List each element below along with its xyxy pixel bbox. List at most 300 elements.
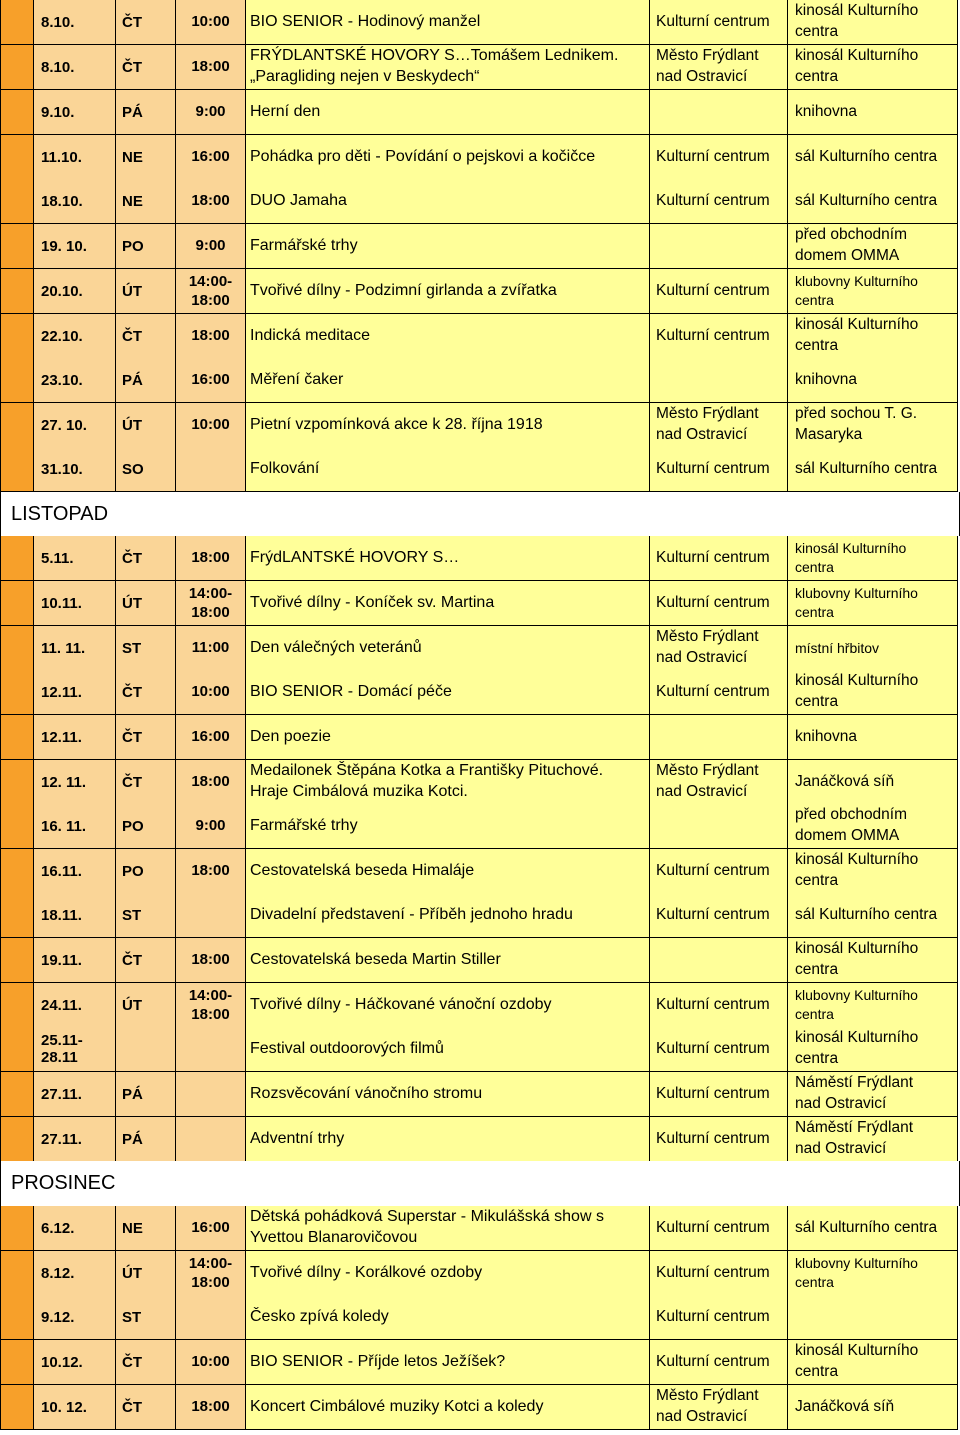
event-title: Cestovatelská beseda Himaláje xyxy=(250,861,475,879)
event-organizer: Kulturní centrum xyxy=(656,1129,770,1147)
event-title: BIO SENIOR - Příjde letos Ježíšek? xyxy=(250,1352,506,1370)
event-title: FrýdLANTSKÉ HOVORY S… xyxy=(250,548,460,566)
event-time: 18:00 xyxy=(191,327,230,345)
event-date-cell xyxy=(34,1027,116,1072)
event-organizer: Kulturní centrum xyxy=(656,1039,770,1057)
event-time-cell xyxy=(176,849,246,894)
event-date: 25.11- 28.11 xyxy=(41,1032,83,1066)
row-marker xyxy=(0,358,34,403)
event-date-cell xyxy=(34,536,116,581)
event-time-cell xyxy=(176,45,246,90)
event-place-cell xyxy=(788,1251,958,1296)
event-day: ČT xyxy=(122,549,142,567)
event-date-cell xyxy=(34,1206,116,1251)
event-place-cell xyxy=(788,447,958,492)
event-date: 27.11. xyxy=(41,1085,82,1103)
event-date: 16.11. xyxy=(41,862,82,880)
event-day-cell xyxy=(116,135,176,180)
event-place: knihovna xyxy=(795,370,858,388)
event-day-cell xyxy=(116,358,176,403)
event-day-cell xyxy=(116,536,176,581)
event-date: 12.11. xyxy=(41,728,82,746)
event-organizer-cell xyxy=(650,358,788,403)
event-date-cell xyxy=(34,269,116,314)
event-organizer-cell xyxy=(650,983,788,1028)
event-title-cell xyxy=(246,179,650,224)
event-day: ST xyxy=(122,1308,142,1326)
event-title-cell xyxy=(246,403,650,448)
event-place-cell xyxy=(788,760,958,805)
event-time-cell xyxy=(176,1117,246,1162)
event-date-cell xyxy=(34,1117,116,1162)
event-title: Adventní trhy xyxy=(250,1129,345,1147)
event-place: kinosál Kulturního centra xyxy=(795,1029,919,1067)
row-marker xyxy=(0,179,34,224)
event-time-cell xyxy=(176,0,246,45)
event-place: klubovny Kulturního centra xyxy=(795,273,918,308)
table-row xyxy=(0,536,960,581)
event-title: Tvořivé dílny - Podzimní girlanda a zvířatka xyxy=(250,281,557,299)
event-date: 5.11. xyxy=(41,549,74,567)
event-place: před obchodním domem OMMA xyxy=(795,806,908,844)
event-day-cell xyxy=(116,849,176,894)
event-day: NE xyxy=(122,192,143,210)
event-title-cell xyxy=(246,581,650,626)
event-place: kinosál Kulturního centra xyxy=(795,851,919,889)
event-organizer-cell xyxy=(650,1206,788,1251)
event-place-cell xyxy=(788,358,958,403)
event-place-cell xyxy=(788,581,958,626)
month-heading-listopad: LISTOPAD xyxy=(0,492,960,536)
table-row xyxy=(0,1340,960,1385)
event-day: ST xyxy=(122,906,142,924)
event-organizer: Kulturní centrum xyxy=(656,147,770,165)
event-time: 14:00- 18:00 xyxy=(188,584,233,621)
row-marker xyxy=(0,715,34,760)
event-day-cell xyxy=(116,1072,176,1117)
event-time-cell xyxy=(176,581,246,626)
table-row xyxy=(0,893,960,938)
event-day: ČT xyxy=(122,728,142,746)
event-day-cell xyxy=(116,90,176,135)
event-date: 8.10. xyxy=(41,58,75,76)
event-day-cell xyxy=(116,1027,176,1072)
event-place-cell xyxy=(788,849,958,894)
event-date-cell xyxy=(34,1295,116,1340)
event-day: ČT xyxy=(122,13,142,31)
table-row xyxy=(0,403,960,448)
event-date: 19.11. xyxy=(41,951,82,969)
event-day-cell xyxy=(116,626,176,671)
event-place: sál Kulturního centra xyxy=(795,191,938,209)
event-organizer-cell xyxy=(650,670,788,715)
event-date-cell xyxy=(34,179,116,224)
event-place-cell xyxy=(788,403,958,448)
event-date: 31.10. xyxy=(41,460,83,478)
table-row xyxy=(0,45,960,90)
event-day: ČT xyxy=(122,1398,142,1416)
event-time-cell xyxy=(176,447,246,492)
event-place: kinosál Kulturního centra xyxy=(795,1342,919,1380)
event-title-cell xyxy=(246,626,650,671)
event-time-cell xyxy=(176,1251,246,1296)
event-organizer: Kulturní centrum xyxy=(656,281,770,299)
event-date-cell xyxy=(34,804,116,849)
event-organizer: Kulturní centrum xyxy=(656,1084,770,1102)
event-title-cell xyxy=(246,224,650,269)
event-day-cell xyxy=(116,1340,176,1385)
event-title: Medailonek Štěpána Kotka a Františky Pituchové. Hraje Cimbálová muzika Kotci. xyxy=(250,762,604,800)
event-place: Janáčková síň xyxy=(795,1397,895,1415)
event-day: ČT xyxy=(122,773,142,791)
event-title: Folkování xyxy=(250,459,320,477)
event-day-cell xyxy=(116,1295,176,1340)
event-date: 12. 11. xyxy=(41,773,87,791)
event-date-cell xyxy=(34,314,116,359)
row-marker xyxy=(0,1206,34,1251)
event-time: 16:00 xyxy=(191,371,230,389)
event-time-cell xyxy=(176,983,246,1028)
event-title: Cestovatelská beseda Martin Stiller xyxy=(250,950,501,968)
event-organizer: Město Frýdlant nad Ostravicí xyxy=(656,1387,759,1425)
event-place: kinosál Kulturního centra xyxy=(795,940,919,978)
event-time: 16:00 xyxy=(191,1219,230,1237)
event-date-cell xyxy=(34,135,116,180)
event-title: Divadelní představení - Příběh jednoho hradu xyxy=(250,905,573,923)
event-date-cell xyxy=(34,581,116,626)
event-place: knihovna xyxy=(795,102,858,120)
event-date: 10.12. xyxy=(41,1353,83,1371)
event-date: 18.10. xyxy=(41,192,83,210)
event-day: PÁ xyxy=(122,103,143,121)
event-place-cell xyxy=(788,179,958,224)
event-organizer-cell xyxy=(650,403,788,448)
event-organizer: Město Frýdlant nad Ostravicí xyxy=(656,628,759,666)
row-marker xyxy=(0,403,34,448)
event-date: 12.11. xyxy=(41,683,82,701)
table-row xyxy=(0,938,960,983)
event-time: 10:00 xyxy=(191,416,230,434)
event-organizer-cell xyxy=(650,1072,788,1117)
event-date-cell xyxy=(34,224,116,269)
table-row xyxy=(0,447,960,492)
event-date-cell xyxy=(34,670,116,715)
event-time-cell xyxy=(176,1027,246,1072)
event-organizer-cell xyxy=(650,90,788,135)
event-time-cell xyxy=(176,1206,246,1251)
event-day-cell xyxy=(116,403,176,448)
event-day: PÁ xyxy=(122,1085,143,1103)
event-place-cell xyxy=(788,715,958,760)
event-day: PO xyxy=(122,237,144,255)
event-day-cell xyxy=(116,938,176,983)
event-time: 18:00 xyxy=(191,58,230,76)
event-place: před sochou T. G. Masaryka xyxy=(795,405,918,443)
event-title: Rozsvěcování vánočního stromu xyxy=(250,1084,483,1102)
event-organizer: Kulturní centrum xyxy=(656,1263,770,1281)
event-date-cell xyxy=(34,760,116,805)
table-row xyxy=(0,269,960,314)
event-time: 11:00 xyxy=(191,639,230,657)
table-row xyxy=(0,358,960,403)
event-title: Česko zpívá koledy xyxy=(250,1307,389,1325)
row-marker xyxy=(0,1385,34,1430)
event-time: 18:00 xyxy=(191,862,230,880)
event-title-cell xyxy=(246,90,650,135)
event-date-cell xyxy=(34,626,116,671)
event-title: Herní den xyxy=(250,102,321,120)
event-place-cell xyxy=(788,536,958,581)
event-time-cell xyxy=(176,804,246,849)
event-date: 9.12. xyxy=(41,1308,75,1326)
event-place-cell xyxy=(788,804,958,849)
event-organizer-cell xyxy=(650,179,788,224)
event-day-cell xyxy=(116,314,176,359)
table-row xyxy=(0,1251,960,1296)
event-place-cell xyxy=(788,0,958,45)
table-row xyxy=(0,849,960,894)
event-title: Farmářské trhy xyxy=(250,236,358,254)
event-time-cell xyxy=(176,90,246,135)
event-day: NE xyxy=(122,148,143,166)
event-organizer: Kulturní centrum xyxy=(656,861,770,879)
event-place-cell xyxy=(788,983,958,1028)
event-time-cell xyxy=(176,179,246,224)
event-date: 22.10. xyxy=(41,327,83,345)
event-organizer: Kulturní centrum xyxy=(656,682,770,700)
table-row xyxy=(0,1072,960,1117)
event-organizer-cell xyxy=(650,1027,788,1072)
event-date: 19. 10. xyxy=(41,237,87,255)
row-marker xyxy=(0,893,34,938)
table-row xyxy=(0,1117,960,1162)
row-marker xyxy=(0,849,34,894)
event-place: Náměstí Frýdlant nad Ostravicí xyxy=(795,1119,914,1157)
table-row xyxy=(0,1027,960,1072)
row-marker xyxy=(0,1027,34,1072)
table-row xyxy=(0,90,960,135)
event-time-cell xyxy=(176,536,246,581)
event-title-cell xyxy=(246,938,650,983)
event-organizer-cell xyxy=(650,938,788,983)
row-marker xyxy=(0,581,34,626)
event-time-cell xyxy=(176,135,246,180)
event-organizer-cell xyxy=(650,1295,788,1340)
event-time: 16:00 xyxy=(191,148,230,166)
event-organizer-cell xyxy=(650,804,788,849)
event-time: 18:00 xyxy=(191,773,230,791)
event-organizer-cell xyxy=(650,1385,788,1430)
event-day-cell xyxy=(116,1251,176,1296)
event-organizer: Kulturní centrum xyxy=(656,459,770,477)
event-day-cell xyxy=(116,760,176,805)
event-place-cell xyxy=(788,1027,958,1072)
event-time-cell xyxy=(176,224,246,269)
event-organizer: Město Frýdlant nad Ostravicí xyxy=(656,405,759,443)
event-time-cell xyxy=(176,1340,246,1385)
event-place-cell xyxy=(788,938,958,983)
event-place-cell xyxy=(788,1385,958,1430)
event-place-cell xyxy=(788,269,958,314)
event-title: Den válečných veteránů xyxy=(250,638,422,656)
row-marker xyxy=(0,447,34,492)
event-title-cell xyxy=(246,1072,650,1117)
table-row xyxy=(0,670,960,715)
event-time: 10:00 xyxy=(191,1353,230,1371)
row-marker xyxy=(0,314,34,359)
table-row xyxy=(0,314,960,359)
event-date: 16. 11. xyxy=(41,817,87,835)
event-date-cell xyxy=(34,1340,116,1385)
event-date: 6.12. xyxy=(41,1219,75,1237)
event-title: Koncert Cimbálové muziky Kotci a koledy xyxy=(250,1397,544,1415)
event-time: 9:00 xyxy=(195,817,226,835)
event-date-cell xyxy=(34,893,116,938)
event-place: knihovna xyxy=(795,727,858,745)
event-title: Pohádka pro děti - Povídání o pejskovi a kočičce xyxy=(250,147,596,165)
event-day-cell xyxy=(116,983,176,1028)
event-day: ÚT xyxy=(122,594,142,612)
event-organizer: Kulturní centrum xyxy=(656,995,770,1013)
event-time: 18:00 xyxy=(191,951,230,969)
row-marker xyxy=(0,1340,34,1385)
event-title-cell xyxy=(246,135,650,180)
event-date-cell xyxy=(34,358,116,403)
row-marker xyxy=(0,536,34,581)
event-organizer: Kulturní centrum xyxy=(656,191,770,209)
event-date: 8.10. xyxy=(41,13,75,31)
event-day-cell xyxy=(116,1385,176,1430)
event-organizer-cell xyxy=(650,760,788,805)
table-row xyxy=(0,983,960,1028)
event-place-cell xyxy=(788,314,958,359)
event-place-cell xyxy=(788,626,958,671)
event-time-cell xyxy=(176,938,246,983)
event-organizer: Kulturní centrum xyxy=(656,1218,770,1236)
event-time: 10:00 xyxy=(191,683,230,701)
event-title: FRÝDLANTSKÉ HOVORY S…Tomášem Lednikem. „Paragliding nejen v Beskydech“ xyxy=(250,47,619,85)
event-organizer: Město Frýdlant nad Ostravicí xyxy=(656,762,759,800)
event-time: 18:00 xyxy=(191,549,230,567)
event-place: klubovny Kulturního centra xyxy=(795,987,918,1022)
table-row xyxy=(0,0,960,45)
event-day-cell xyxy=(116,581,176,626)
event-title: Měření čaker xyxy=(250,370,344,388)
event-day-cell xyxy=(116,1206,176,1251)
event-date-cell xyxy=(34,0,116,45)
row-marker xyxy=(0,983,34,1028)
table-row xyxy=(0,626,960,671)
event-organizer: Kulturní centrum xyxy=(656,905,770,923)
event-day: PÁ xyxy=(122,371,143,389)
event-day: ČT xyxy=(122,1353,142,1371)
event-date-cell xyxy=(34,849,116,894)
event-date-cell xyxy=(34,403,116,448)
event-place: kinosál Kulturního centra xyxy=(795,316,919,354)
event-date-cell xyxy=(34,1385,116,1430)
table-row xyxy=(0,224,960,269)
event-date-cell xyxy=(34,1251,116,1296)
event-date: 27. 10. xyxy=(41,416,87,434)
event-date-cell xyxy=(34,90,116,135)
event-time: 14:00- 18:00 xyxy=(188,272,233,309)
event-date: 11.10. xyxy=(41,148,82,166)
event-date: 10. 12. xyxy=(41,1398,87,1416)
event-place: kinosál Kulturního centra xyxy=(795,47,919,85)
event-title-cell xyxy=(246,1206,650,1251)
event-date-cell xyxy=(34,447,116,492)
event-date: 9.10. xyxy=(41,103,75,121)
event-place-cell xyxy=(788,224,958,269)
event-title: Tvořivé dílny - Korálkové ozdoby xyxy=(250,1263,483,1281)
event-date: 11. 11. xyxy=(41,639,86,657)
event-place: klubovny Kulturního centra xyxy=(795,1255,918,1290)
event-time-cell xyxy=(176,670,246,715)
row-marker xyxy=(0,1251,34,1296)
event-time: 14:00- 18:00 xyxy=(188,986,233,1023)
event-time: 18:00 xyxy=(191,1398,230,1416)
row-marker xyxy=(0,90,34,135)
event-time-cell xyxy=(176,269,246,314)
event-place: před obchodním domem OMMA xyxy=(795,226,908,264)
event-day-cell xyxy=(116,1117,176,1162)
event-day: ÚT xyxy=(122,416,142,434)
row-marker xyxy=(0,1072,34,1117)
event-title-cell xyxy=(246,1251,650,1296)
event-date: 27.11. xyxy=(41,1130,82,1148)
event-time: 14:00- 18:00 xyxy=(188,1254,233,1291)
event-day: ST xyxy=(122,639,142,657)
event-organizer-cell xyxy=(650,893,788,938)
event-day: PO xyxy=(122,817,144,835)
row-marker xyxy=(0,45,34,90)
event-place: místní hřbitov xyxy=(795,639,880,656)
event-title-cell xyxy=(246,849,650,894)
event-date: 20.10. xyxy=(41,282,83,300)
event-place: sál Kulturního centra xyxy=(795,1218,938,1236)
table-row xyxy=(0,1206,960,1251)
row-marker xyxy=(0,670,34,715)
event-title: Indická meditace xyxy=(250,326,371,344)
event-title: Festival outdoorových filmů xyxy=(250,1039,444,1057)
event-title-cell xyxy=(246,760,650,805)
event-organizer: Město Frýdlant nad Ostravicí xyxy=(656,47,759,85)
event-organizer-cell xyxy=(650,1251,788,1296)
event-organizer-cell xyxy=(650,581,788,626)
event-organizer-cell xyxy=(650,269,788,314)
event-time-cell xyxy=(176,893,246,938)
event-organizer-cell xyxy=(650,45,788,90)
event-time: 9:00 xyxy=(195,103,226,121)
event-organizer-cell xyxy=(650,224,788,269)
event-title: DUO Jamaha xyxy=(250,191,347,209)
event-date-cell xyxy=(34,938,116,983)
event-place: sál Kulturního centra xyxy=(795,905,938,923)
event-title: Tvořivé dílny - Koníček sv. Martina xyxy=(250,593,495,611)
event-day-cell xyxy=(116,447,176,492)
event-day-cell xyxy=(116,269,176,314)
event-title-cell xyxy=(246,1027,650,1072)
event-organizer-cell xyxy=(650,1117,788,1162)
event-organizer-cell xyxy=(650,1340,788,1385)
table-row xyxy=(0,804,960,849)
event-place-cell xyxy=(788,670,958,715)
event-place-cell xyxy=(788,90,958,135)
event-day-cell xyxy=(116,224,176,269)
event-place: Janáčková síň xyxy=(795,772,895,790)
event-place: klubovny Kulturního centra xyxy=(795,585,918,620)
event-time-cell xyxy=(176,1072,246,1117)
